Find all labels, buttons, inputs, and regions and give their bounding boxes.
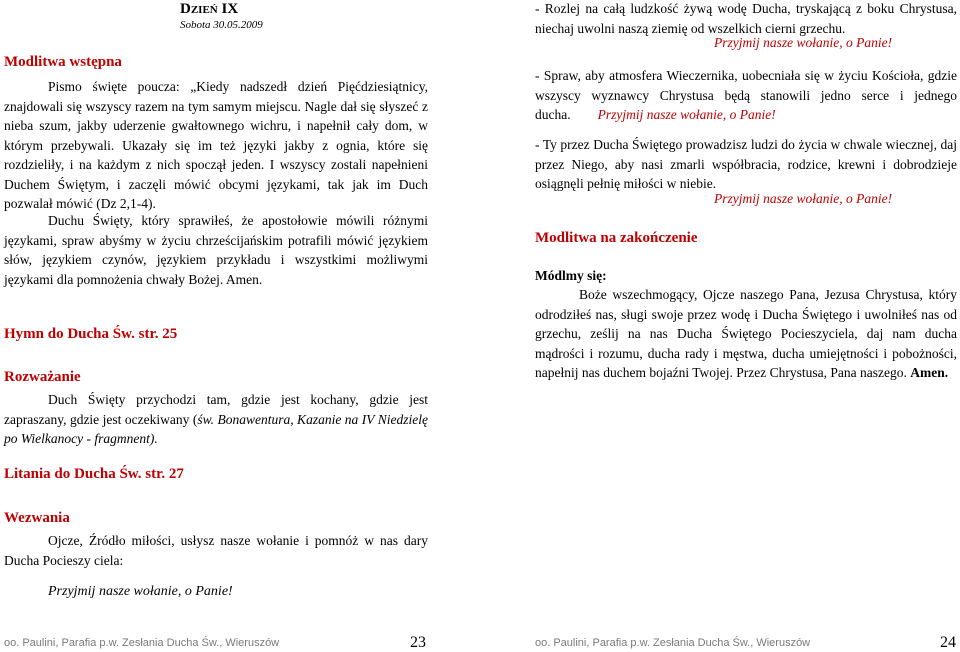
petitions-response: Przyjmij nasze wołanie, o Panie! xyxy=(48,584,233,599)
petitions-heading: Wezwania xyxy=(4,510,70,526)
reflection-heading: Rozważanie xyxy=(4,369,81,385)
closing-prayer-text: Boże wszechmogący, Ojcze naszego Pana, Jezusa Chrystusa, który odrodziłeś nas, sługi swoje przez wodę i Ducha Świętego i uwolniłeś nas od grzechu, ześlij na nas Ducha Świętego Pocieszyciela, daj nam ducha mądrości i rozumu, ducha rady i męstwa, ducha umiejętności i pobożności, napełnij nas duchem bojaźni Twojej. Przez Chrystusa, Pana naszego. Amen. xyxy=(535,287,957,380)
footer-left-text: oo. Paulini, Parafia p.w. Zesłania Ducha Św., Wieruszów xyxy=(4,637,280,649)
petition-3: - Ty przez Ducha Świętego prowadzisz ludzi do życia w chwale wiecznej, daj przez Niego, aby nasi zmarli współbracia, rodzice, krewni i dobrodzieje osiągnęli pełnię miłości w niebie. xyxy=(535,137,957,191)
petition-1: - Rozlej na całą ludzkość żywą wodę Ducha, tryskającą z boku Chrystusa, niechaj uwolni naszą ziemię od wszelkich cierni grzechu. xyxy=(535,1,957,36)
page-number-left: 23 xyxy=(410,634,426,651)
petition-2: - Spraw, aby atmosfera Wieczernika, uobecniała się w życiu Kościoła, gdzie wszyscy wyznawcy Chrystusa będą stanowili jedno serce i jednego ducha. Przyjmij nasze wołanie, o Panie! xyxy=(535,68,957,122)
reflection-text: Duch Święty przychodzi tam, gdzie jest kochany, gdzie jest zapraszany, gdzie jest oczekiwany (św. Bonawentura, Kazanie na IV Niedzielę po Wielkanocy - fragmnent). xyxy=(4,392,428,446)
page-number-right: 24 xyxy=(940,634,956,651)
day-date: Sobota 30.05.2009 xyxy=(180,19,263,31)
petition-2-response: Przyjmij nasze wołanie, o Panie! xyxy=(597,107,776,122)
hymn-heading: Hymn do Ducha Św. str. 25 xyxy=(4,326,178,342)
day-title: DZIEŃ IX xyxy=(180,1,239,17)
opening-prayer-invocation: Duchu Święty, który sprawiłeś, że apostołowie mówili różnymi językami, spraw abyśmy w życiu chrześcijańskim potrafili mówić językiem słów, językiem czynów, językiem przykładu i wszystkimi możliwymi językami dla pomnożenia chwały Bożej. Amen. xyxy=(4,213,428,287)
litany-heading: Litania do Ducha Św. str. 27 xyxy=(4,466,184,482)
closing-prayer-heading: Modlitwa na zakończenie xyxy=(535,230,698,246)
petition-1-response: Przyjmij nasze wołanie, o Panie! xyxy=(714,35,893,50)
petitions-intro: Ojcze, Źródło miłości, usłysz nasze wołanie i pomnóż w nas dary Ducha Pocieszy ciela: xyxy=(4,533,428,568)
footer-right-text: oo. Paulini, Parafia p.w. Zesłania Ducha Św., Wieruszów xyxy=(535,637,811,649)
opening-prayer-heading: Modlitwa wstępna xyxy=(4,54,122,70)
opening-prayer-text: Pismo święte poucza: „Kiedy nadszedł dzień Pięćdziesiątnicy, znajdowali się wszyscy razem na tym samym miejscu. Nagle dał się słyszeć z nieba szum, jakby uderzenie gwałtownego wichru, i napełnił cały dom, w którym przebywali. Ukazały się im też języki jakby z ognia, które się rozdzieliły, i na każdym z nich spoczął jeden. I wszyscy zostali napełnieni Duchem Świętym, i zaczęli mówić obcymi językami, tak jak im Duch pozwalał mówić (Dz 2,1-4). xyxy=(4,79,428,211)
closing-amen: Amen. xyxy=(910,365,949,380)
petition-3-response: Przyjmij nasze wołanie, o Panie! xyxy=(714,191,893,206)
lets-pray-label: Módlmy się: xyxy=(535,268,607,283)
